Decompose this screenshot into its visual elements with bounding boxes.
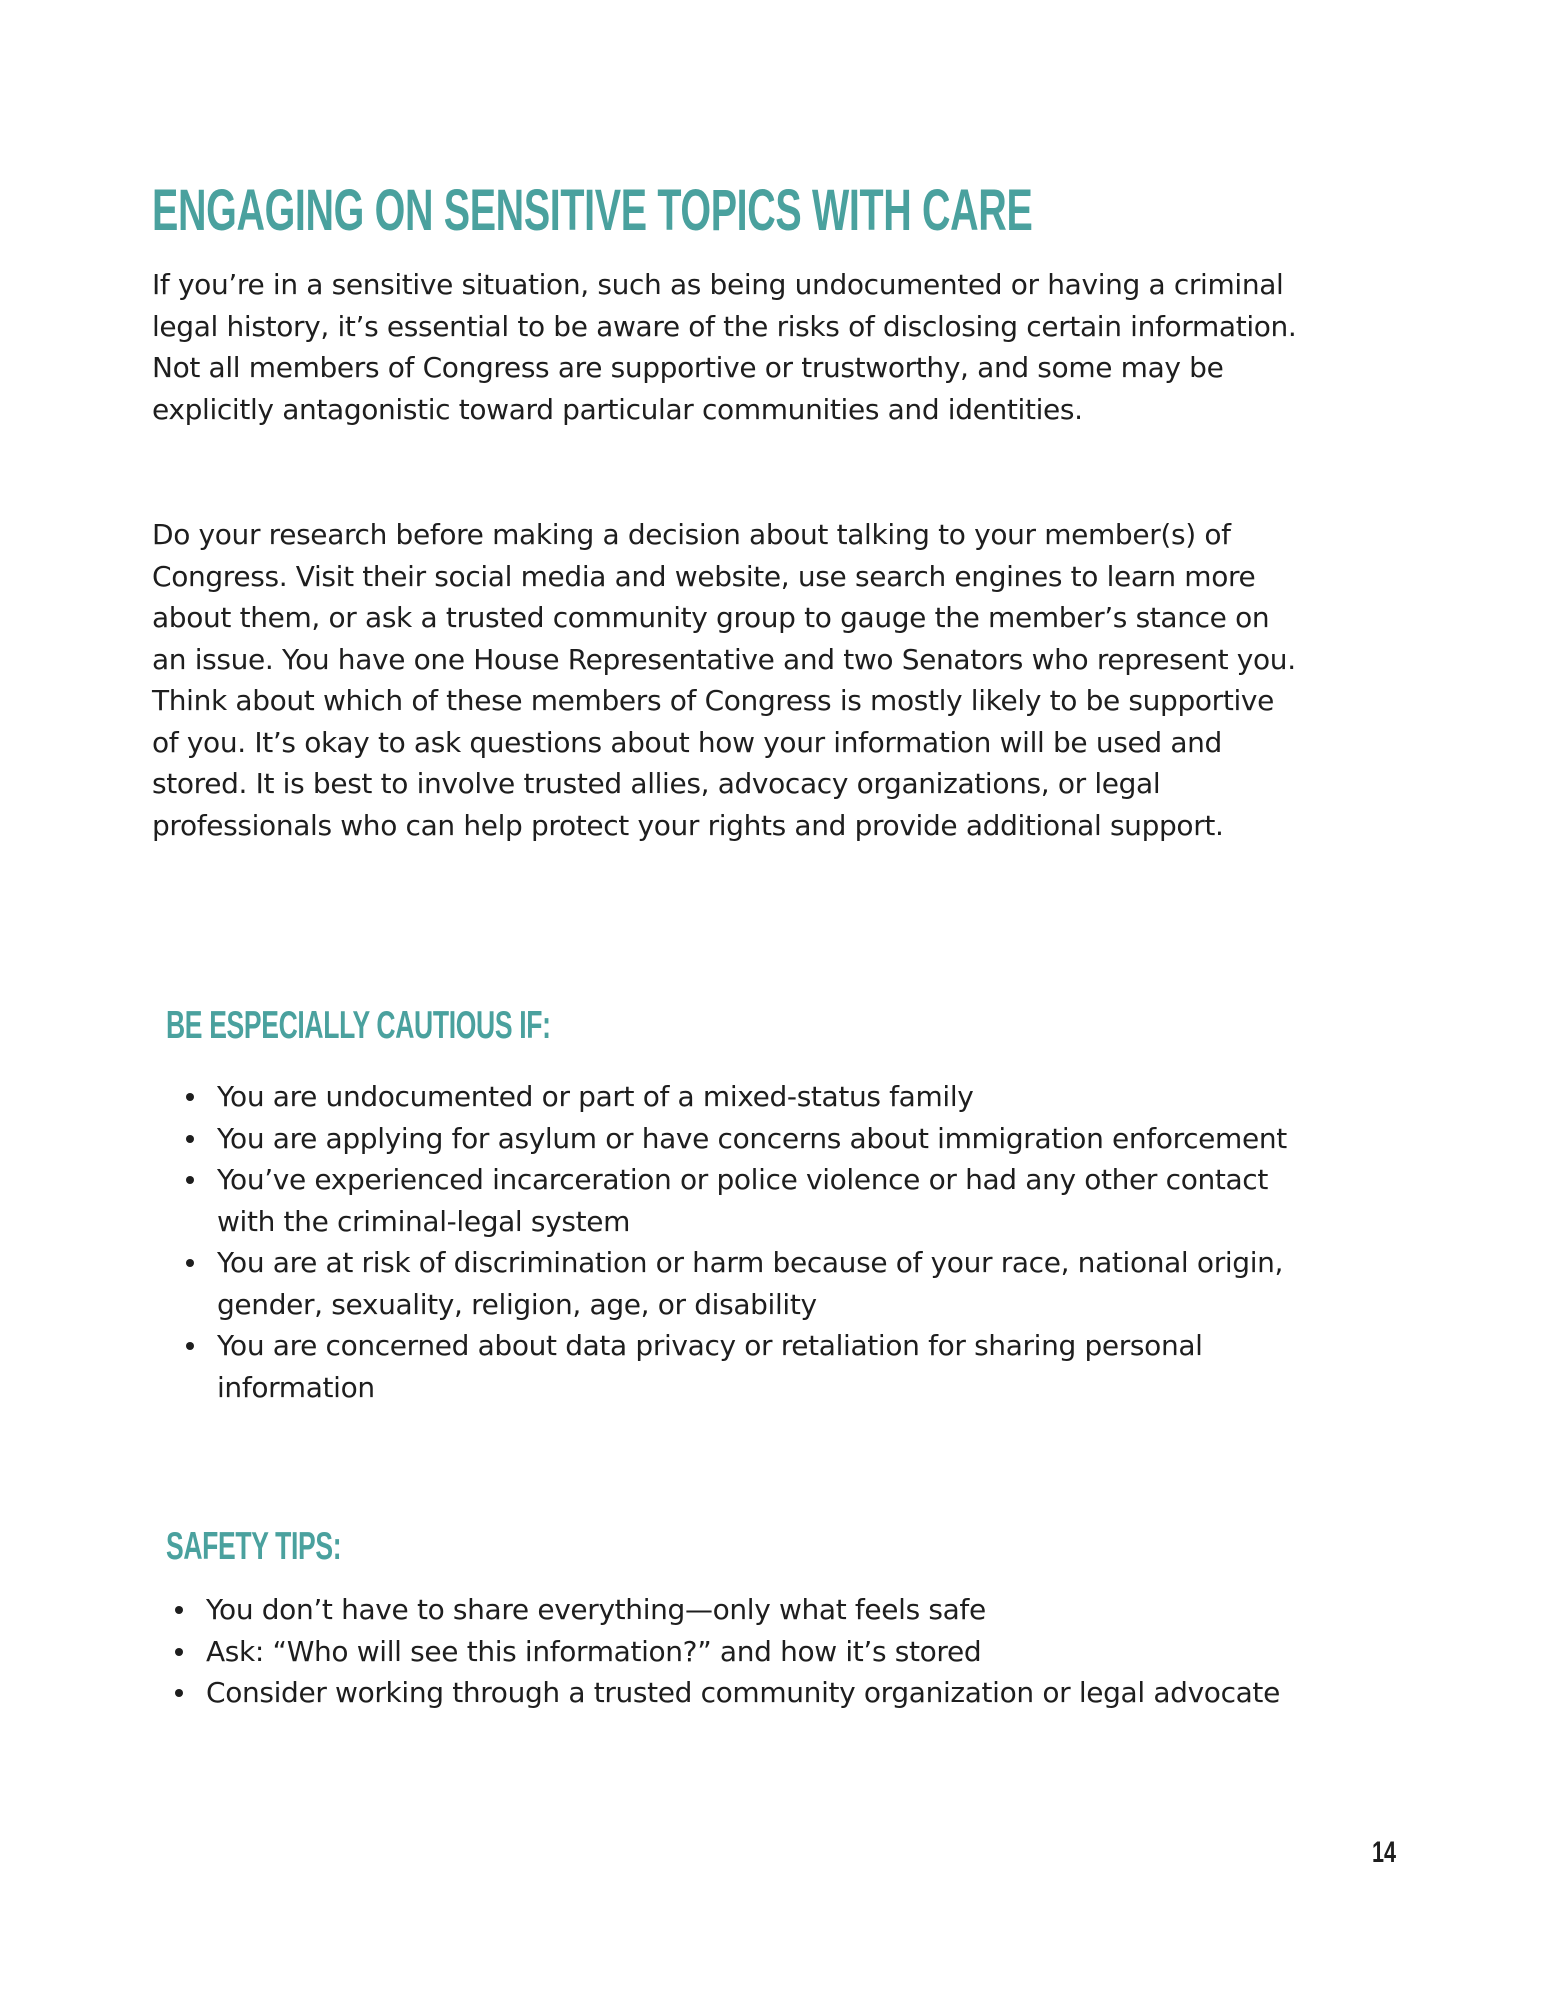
bullet-icon	[175, 1648, 183, 1656]
list-item: You don’t have to share everything—only what feels safe	[206, 1589, 1306, 1631]
list-item: You are undocumented or part of a mixed-status family	[217, 1076, 1317, 1118]
safety-heading: SAFETY TIPS:	[166, 1525, 342, 1568]
safety-list	[206, 1589, 1306, 1714]
bullet-icon	[175, 1606, 183, 1614]
bullet-icon	[186, 1259, 194, 1267]
intro-paragraph: If you’re in a sensitive situation, such as being undocumented or having a criminal legal history, it’s essential to be aware of the risks of disclosing certain information. Not all members of Congress are supportive or trustworthy, and some may be explicitly antagonistic toward particular communities and identities.	[152, 268, 1297, 426]
bullet-icon	[186, 1093, 194, 1101]
list-item: Consider working through a trusted community organization or legal advocate	[206, 1672, 1306, 1714]
bullet-icon	[186, 1176, 194, 1184]
research-paragraph: Do your research before making a decision about talking to your member(s) of Congress. Visit their social media and website, use search engines to learn more about them, or ask a trusted community group to gauge the member’s stance on an issue. You have one House Representative and two Senators who represent you. Think about which of these members of Congress is mostly likely to be supportive of you. It’s okay to ask questions about how your information will be used and stored. It is best to involve trusted allies, advocacy organizations, or legal professionals who can help protect your rights and provide additional support.	[152, 518, 1296, 842]
list-item: You are applying for asylum or have concerns about immigration enforcement	[217, 1118, 1317, 1160]
page-number: 14	[1372, 1836, 1397, 1869]
list-item: You are concerned about data privacy or retaliation for sharing personal information	[217, 1325, 1317, 1408]
page-title: ENGAGING ON SENSITIVE TOPICS WITH CARE	[152, 178, 1033, 243]
list-item: You are at risk of discrimination or harm because of your race, national origin, gender, sexuality, religion, age, or disability	[217, 1242, 1317, 1325]
bullet-icon	[186, 1342, 194, 1350]
caution-heading: BE ESPECIALLY CAUTIOUS IF:	[166, 1004, 551, 1047]
list-item: You’ve experienced incarceration or police violence or had any other contact with the criminal-legal system	[217, 1159, 1317, 1242]
caution-list	[217, 1076, 1317, 1408]
bullet-icon	[175, 1689, 183, 1697]
list-item: Ask: “Who will see this information?” and how it’s stored	[206, 1631, 1306, 1673]
bullet-icon	[186, 1135, 194, 1143]
